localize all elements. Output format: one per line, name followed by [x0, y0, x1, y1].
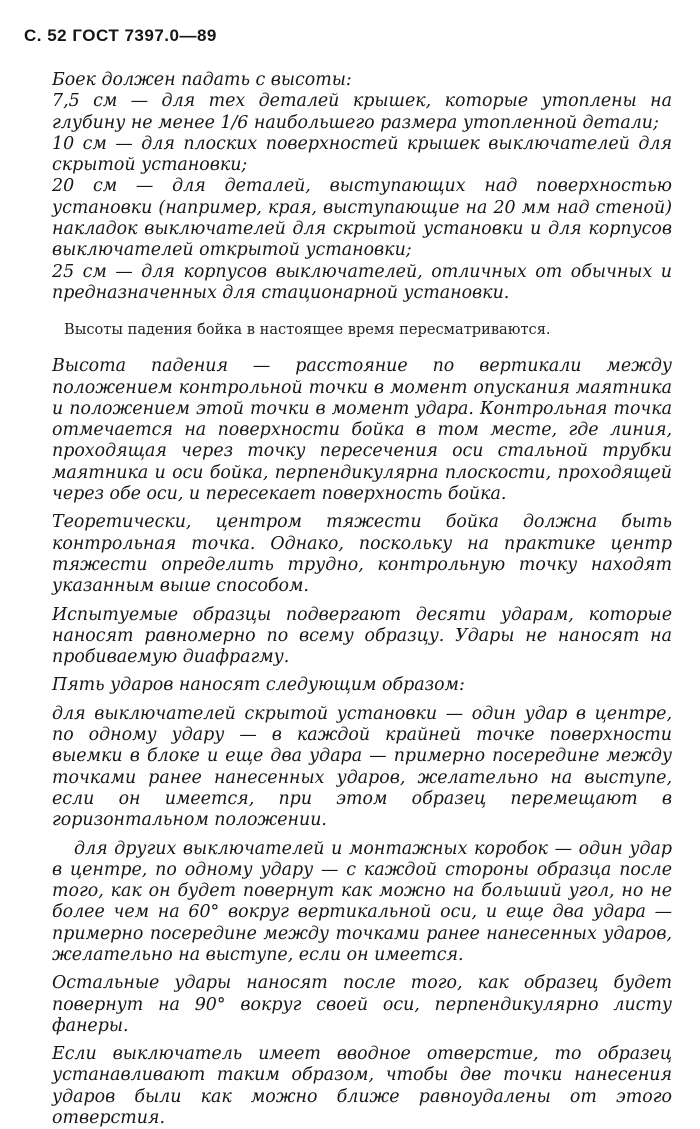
paragraph-remaining-blows: Остальные удары наносят после того, как образец будет повернут на 90° вокруг своей оси, перпендикулярно листу фанеры.	[52, 973, 672, 1036]
paragraph-inlet-opening: Если выключатель имеет вводное отверстие, то образец устанавливают таким образом, чтобы две точки нанесения ударов были как можно ближе равноудалены от этого отверстия.	[52, 1044, 672, 1129]
note: Высоты падения бойка в настоящее время пересматриваются.	[64, 321, 551, 339]
paragraph-concealed-switches: для выключателей скрытой установки — один удар в центре, по одному удару — в каждой крайней точке поверхности выемки в блоке и еще два удара — примерно посередине между точками ранее нанесенных ударов, желательно на выступе, если он имеется, при этом образец перемещают в горизонтальном положении.	[52, 703, 672, 831]
paragraph-ten-blows: Испытуемые образцы подвергают десяти ударам, которые наносят равномерно по всему образцу. Удары не наносят на пробиваемую диафрагму.	[52, 604, 672, 668]
paragraph-fall-height: Высота падения — расстояние по вертикали между положением контрольной точки в момент опускания маятника и положением этой точки в момент удара. Контрольная точка отмечается на поверхности бойка в том месте, где линия, проходящая через точку пересечения оси стальной трубки маятника и оси бойка, перпендикулярна плоскости, проходящей через обе оси, и пересекает поверхность бойка.	[52, 356, 672, 505]
paragraph-five-blows: Пять ударов наносят следующим образом:	[52, 675, 465, 696]
paragraph-other-switches: для других выключателей и монтажных коробок — один удар в центре, по одному удару — с каждой стороны образца после того, как он будет повернут как можно на больший угол, но не более чем на 60° вокруг вертикальной оси, и еще два удара — примерно посередине между точками ранее нанесенных ударов, желательно на выступе, если он имеется.	[52, 838, 672, 965]
paragraph-drop-heights-intro: Боек должен падать с высоты:	[52, 70, 352, 90]
paragraph-drop-75: 7,5 см — для тех деталей крышек, которые утоплены на глубину не менее 1/6 наибольшего размера утопленной детали;	[52, 91, 672, 133]
page-header: С. 52 ГОСТ 7397.0—89	[24, 26, 217, 45]
paragraph-drop-25: 25 см — для корпусов выключателей, отличных от обычных и предназначенных для стационарной установки.	[52, 261, 672, 303]
paragraph-center-of-gravity: Теоретически, центром тяжести бойка должна быть контрольная точка. Однако, поскольку на практике центр тяжести определить трудно, контрольную точку находят указанным выше способом.	[52, 512, 672, 597]
paragraph-drop-10: 10 см — для плоских поверхностей крышек выключателей для скрытой установки;	[52, 133, 672, 176]
paragraph-drop-20: 20 см — для деталей, выступающих над поверхностью установки (например, края, выступающие на 20 мм над стеной) накладок выключателей для скрытой установки и для корпусов выключателей открытой установки;	[52, 176, 672, 261]
document-body	[52, 70, 672, 1129]
